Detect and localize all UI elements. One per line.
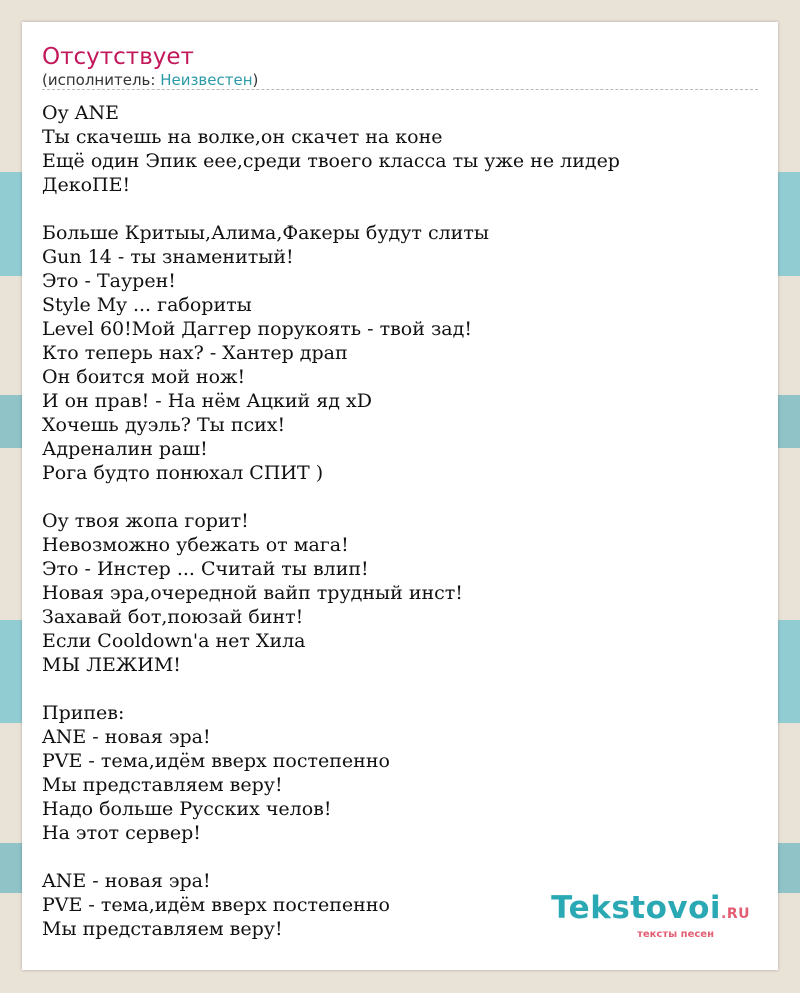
lyric-line: Припев: — [42, 702, 125, 724]
lyric-line: Gun 14 - ты знаменитый! — [42, 246, 294, 268]
lyric-line: Style My ... габориты — [42, 294, 252, 316]
artist-link[interactable]: Неизвестен — [160, 71, 253, 89]
lyric-line — [42, 677, 620, 701]
logo-name: Tekstovoi — [551, 890, 722, 926]
lyric-line: Оу твоя жопа горит! — [42, 510, 249, 532]
lyric-line: И он прав! - На нём Ацкий яд xD — [42, 390, 372, 412]
lyric-line: На этот сервер! — [42, 822, 201, 844]
lyric-line: ANE - новая эра! — [42, 870, 211, 892]
artist-prefix: (исполнитель: — [42, 71, 161, 89]
lyric-line: Захавай бот,поюзай бинт! — [42, 606, 304, 628]
lyric-line: Level 60!Мой Даггер порукоять - твой зад! — [42, 318, 472, 340]
lyric-line — [42, 845, 620, 869]
lyric-line: Оу ANE — [42, 102, 120, 124]
site-logo[interactable] — [551, 892, 750, 940]
lyric-line: Это - Таурен! — [42, 270, 176, 292]
lyric-line: Адреналин раш! — [42, 438, 208, 460]
lyric-line: Рога будто понюхал СПИТ ) — [42, 462, 324, 484]
lyric-line: Кто теперь нах? - Хантер драп — [42, 342, 348, 364]
lyric-line: PVE - тема,идём вверх постепенно — [42, 750, 390, 772]
lyric-line: Хочешь дуэль? Ты псих! — [42, 414, 286, 436]
divider — [42, 89, 758, 90]
lyric-line — [42, 197, 620, 221]
logo-tld: .RU — [721, 906, 750, 922]
lyric-line: ANE - новая эра! — [42, 726, 211, 748]
lyric-line: Мы представляем веру! — [42, 918, 283, 940]
lyric-line: Ты скачешь на волке,он скачет на коне — [42, 126, 443, 148]
lyric-line — [42, 485, 620, 509]
lyric-line: Если Cooldown'a нет Хила — [42, 630, 306, 652]
lyric-line: Мы представляем веру! — [42, 774, 283, 796]
lyric-line: Невозможно убежать от мага! — [42, 534, 349, 556]
lyric-line: Он боится мой нож! — [42, 366, 246, 388]
lyric-line: Ещё один Эпик еее,среди твоего класса ты уже не лидер — [42, 150, 620, 172]
lyric-line: PVE - тема,идём вверх постепенно — [42, 894, 390, 916]
artist-suffix: ) — [252, 71, 259, 89]
lyric-line: ДекоПЕ! — [42, 174, 131, 196]
lyric-line: Новая эра,очередной вайп трудный инст! — [42, 582, 463, 604]
lyric-line: Больше Критыы,Алима,Факеры будут слиты — [42, 222, 489, 244]
lyrics-card — [22, 22, 778, 970]
lyric-line: Это - Инстер ... Считай ты влип! — [42, 558, 369, 580]
logo-tagline: тексты песен — [637, 929, 714, 940]
lyric-line: Надо больше Русских челов! — [42, 798, 332, 820]
song-title: Отсутствует — [42, 44, 194, 70]
lyric-line: МЫ ЛЕЖИМ! — [42, 654, 181, 676]
lyrics-text — [42, 101, 620, 941]
artist-line — [42, 70, 258, 90]
